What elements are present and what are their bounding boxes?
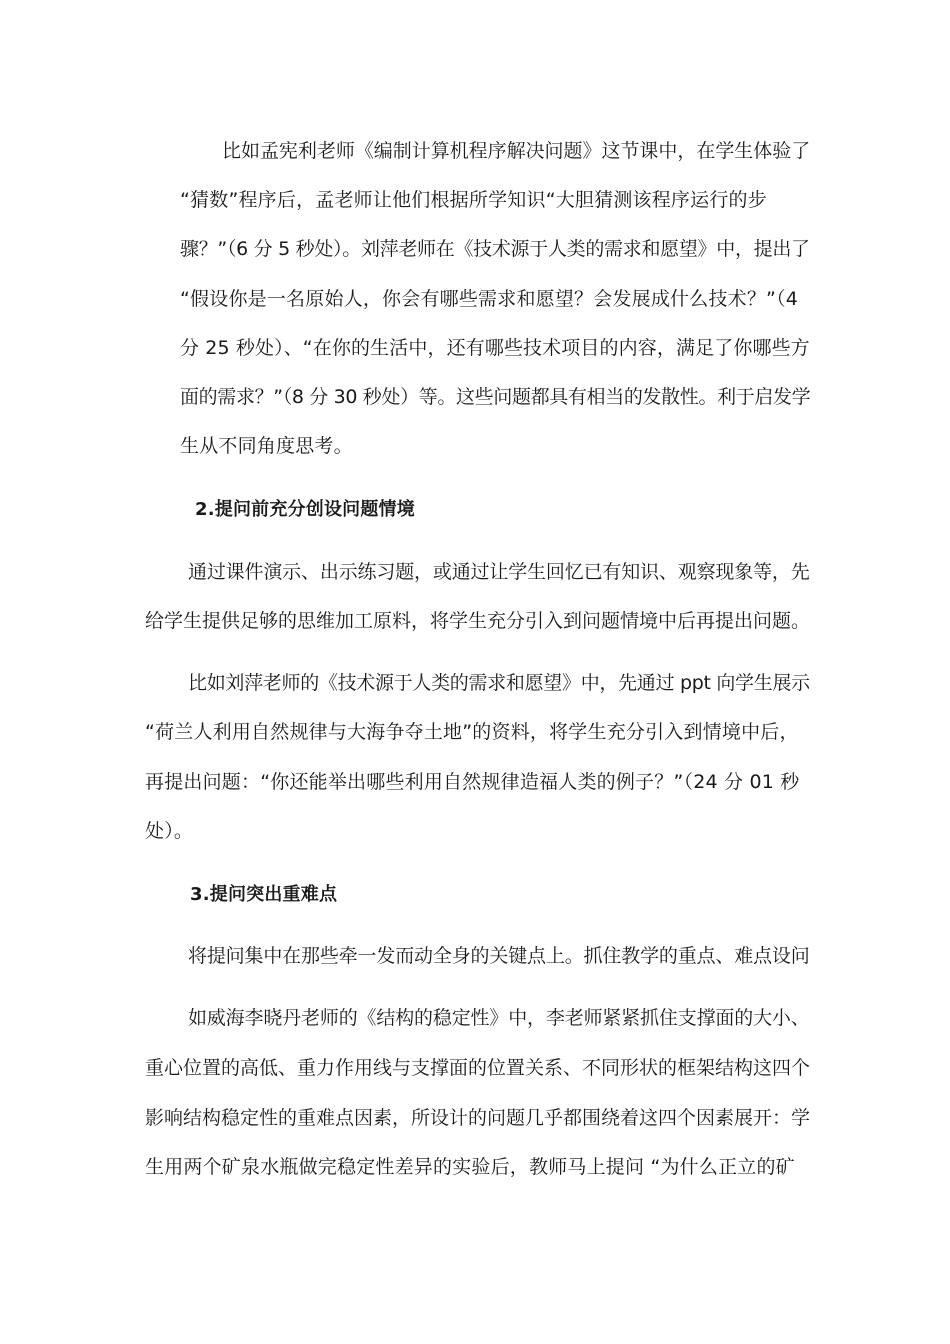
- paragraph-5-line-2: 重心位置的高低、重力作用线与支撑面的位置关系、不同形状的框架结构这四个: [145, 1057, 811, 1079]
- paragraph-3-line-2: “荷兰人利用自然规律与大海争夺土地”的资料，将学生充分引入到情境中后，: [145, 721, 799, 743]
- paragraph-3-line-3: 再提出问题：“你还能举出哪些利用自然规律造福人类的例子？”（24 分 01 秒: [145, 771, 800, 793]
- paragraph-3-line-1: 比如刘萍老师的《技术源于人类的需求和愿望》中，先通过 ppt 向学生展示: [188, 672, 810, 694]
- paragraph-3-line-4: 处）。: [145, 820, 194, 842]
- paragraph-2-line-1: 通过课件演示、出示练习题，或通过让学生回忆已有知识、观察现象等，先: [188, 561, 810, 583]
- section-heading-2: 2.提问前充分创设问题情境: [195, 499, 415, 520]
- paragraph-1-line-2: “猜数”程序后，孟老师让他们根据所学知识“大胆猜测该程序运行的步: [180, 189, 767, 211]
- paragraph-5-line-1: 如威海李晓丹老师的《结构的稳定性》中，李老师紧紧抓住支撑面的大小、: [188, 1007, 810, 1029]
- paragraph-5-line-4: 生用两个矿泉水瓶做完稳定性差异的实验后，教师马上提问 “为什么正立的矿: [145, 1156, 795, 1178]
- paragraph-1-line-6: 面的需求？”（8 分 30 秒处）等。这些问题都具有相当的发散性。利于启发学: [180, 386, 811, 408]
- paragraph-1-line-3: 骤？”（6 分 5 秒处）。刘萍老师在《技术源于人类的需求和愿望》中，提出了: [180, 238, 810, 260]
- paragraph-1-line-1: 比如孟宪利老师《编制计算机程序解决问题》这节课中，在学生体验了: [222, 140, 811, 162]
- paragraph-4-line-1: 将提问集中在那些牵一发而动全身的关键点上。抓住教学的重点、难点设问: [188, 945, 810, 967]
- paragraph-1-line-7: 生从不同角度思考。: [180, 435, 353, 457]
- paragraph-5-line-3: 影响结构稳定性的重难点因素，所设计的问题几乎都围绕着这四个因素展开：学: [145, 1107, 811, 1129]
- paragraph-1-line-4: “假设你是一名原始人，你会有哪些需求和愿望？会发展成什么技术？”（4: [180, 288, 799, 310]
- paragraph-1-line-5: 分 25 秒处）、“在你的生活中，还有哪些技术项目的内容，满足了你哪些方: [180, 337, 810, 359]
- paragraph-2-line-2: 给学生提供足够的思维加工原料，将学生充分引入到问题情境中后再提出问题。: [145, 610, 811, 632]
- section-heading-3: 3.提问突出重难点: [190, 884, 338, 905]
